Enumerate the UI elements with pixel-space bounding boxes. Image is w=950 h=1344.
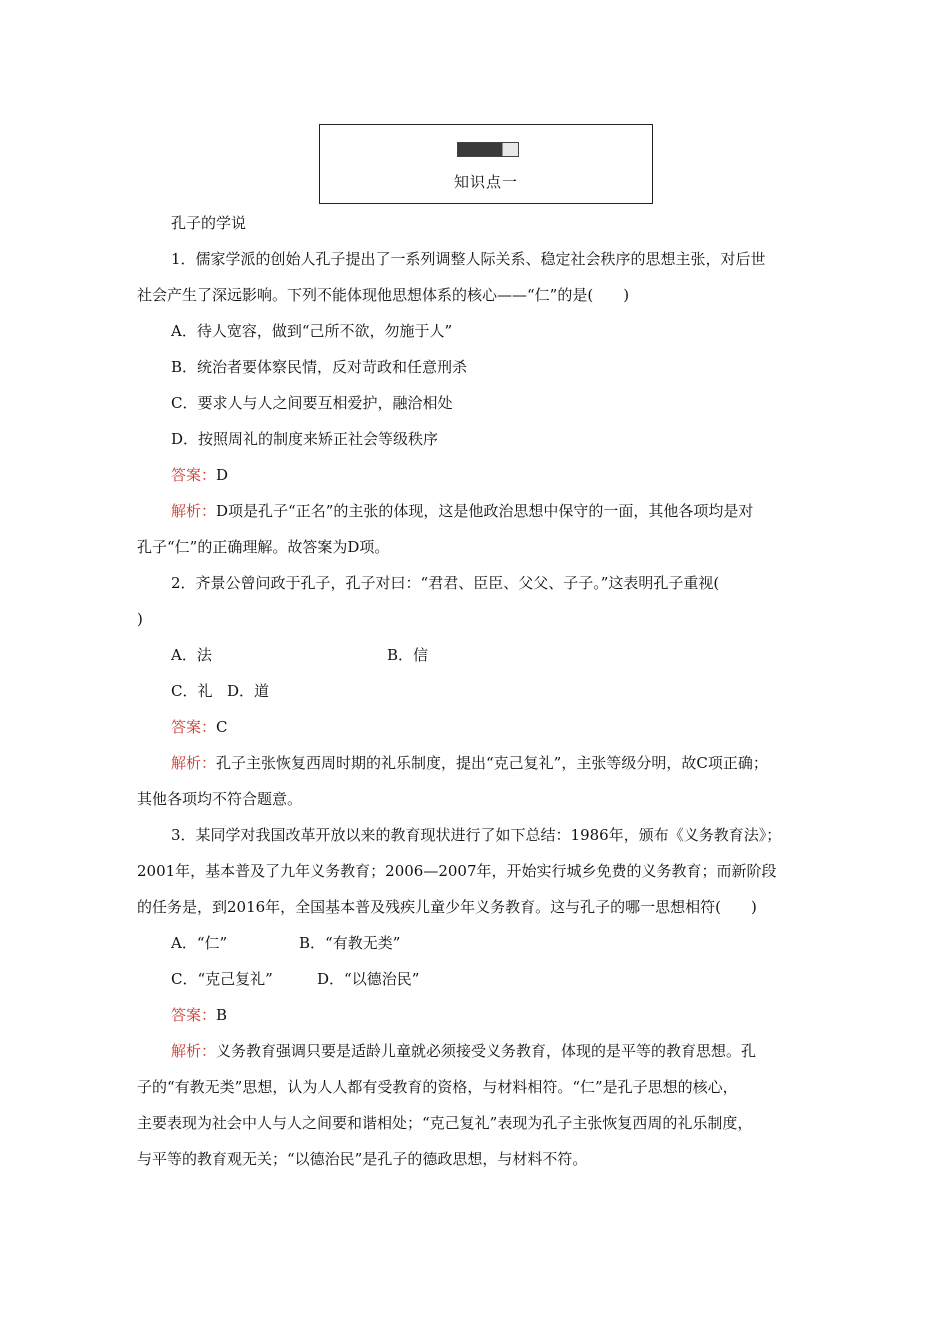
option-a: A．法 (171, 646, 212, 664)
analysis-label: 解析： (171, 754, 217, 772)
option-c: C．要求人与人之间要互相爱护，融洽相处 (171, 394, 453, 412)
analysis-text: D项是孔子“正名”的主张的体现，这是他政治思想中保守的一面，其他各项均是对 (216, 502, 754, 520)
analysis-text: 孔子主张恢复西周时期的礼乐制度，提出“克己复礼”，主张等级分明，故C项正确； (216, 754, 768, 772)
question-2 (137, 565, 842, 817)
question-stem-line: 2001年，基本普及了九年义务教育；2006—2007年，开始实行城乡免费的义务教育；而新阶段 (137, 862, 777, 880)
answer-value: C (216, 718, 228, 736)
analysis-line (137, 1033, 842, 1069)
answer-line (137, 457, 842, 493)
question-3 (137, 817, 842, 1177)
option-row (137, 637, 842, 673)
option-row (137, 961, 842, 997)
question-stem-line: ) (137, 610, 143, 628)
analysis-line: 与平等的教育观无关；“以德治民”是孔子的德政思想，与材料不符。 (137, 1150, 588, 1168)
analysis-text: 义务教育强调只要是适龄儿童就必须接受义务教育，体现的是平等的教育思想。孔 (216, 1042, 757, 1060)
question-stem-line: 1．儒家学派的创始人孔子提出了一系列调整人际关系、稳定社会秩序的思想主张，对后世 (171, 250, 766, 268)
option-row (137, 925, 842, 961)
option-c: C．“克己复礼” (171, 970, 273, 988)
question-stem-line: 社会产生了深远影响。下列不能体现他思想体系的核心——“仁”的是( ) (137, 286, 630, 304)
answer-label: 答案： (171, 1006, 217, 1024)
option-d: D．道 (227, 682, 270, 700)
analysis-line: 主要表现为社会中人与人之间要和谐相处；“克己复礼”表现为孔子主张恢复西周的礼乐制度， (137, 1114, 753, 1132)
document-content (137, 205, 842, 1177)
option-a: A．待人宽容，做到“己所不欲，勿施于人” (171, 322, 453, 340)
answer-label: 答案： (171, 718, 217, 736)
answer-line (137, 709, 842, 745)
question-stem-line: 3．某同学对我国改革开放以来的教育现状进行了如下总结：1986年，颁布《义务教育法》； (171, 826, 782, 844)
option-b: B．信 (387, 646, 429, 664)
analysis-label: 解析： (171, 1042, 217, 1060)
question-stem-line: 的任务是，到2016年，全国基本普及残疾儿童少年义务教育。这与孔子的哪一思想相符( ) (137, 898, 757, 916)
analysis-line (137, 493, 842, 529)
question-stem-line: 2．齐景公曾问政于孔子，孔子对曰：“君君、臣臣、父父、子子。”这表明孔子重视( (171, 574, 720, 592)
header-title: 知识点一 (453, 173, 518, 191)
knowledge-point-header-box (319, 124, 653, 204)
option-d: D．“以德治民” (317, 970, 420, 988)
analysis-line (137, 745, 842, 781)
analysis-line: 孔子“仁”的正确理解。故答案为D项。 (137, 538, 390, 556)
option-row (137, 673, 842, 709)
option-a: A．“仁” (171, 934, 228, 952)
analysis-label: 解析： (171, 502, 217, 520)
option-b: B．“有教无类” (299, 934, 401, 952)
option-c: C．礼 (171, 682, 213, 700)
option-d: D．按照周礼的制度来矫正社会等级秩序 (171, 430, 439, 448)
answer-label: 答案： (171, 466, 217, 484)
question-1 (137, 241, 842, 565)
answer-value: D (216, 466, 229, 484)
header-decoration-bar (457, 142, 519, 157)
option-b: B．统治者要体察民情，反对苛政和任意刑杀 (171, 358, 468, 376)
section-title: 孔子的学说 (171, 214, 247, 232)
analysis-line: 子的“有教无类”思想，认为人人都有受教育的资格，与材料相符。“仁”是孔子思想的核心， (137, 1078, 738, 1096)
analysis-line: 其他各项均不符合题意。 (137, 790, 303, 808)
answer-line (137, 997, 842, 1033)
answer-value: B (216, 1006, 228, 1024)
